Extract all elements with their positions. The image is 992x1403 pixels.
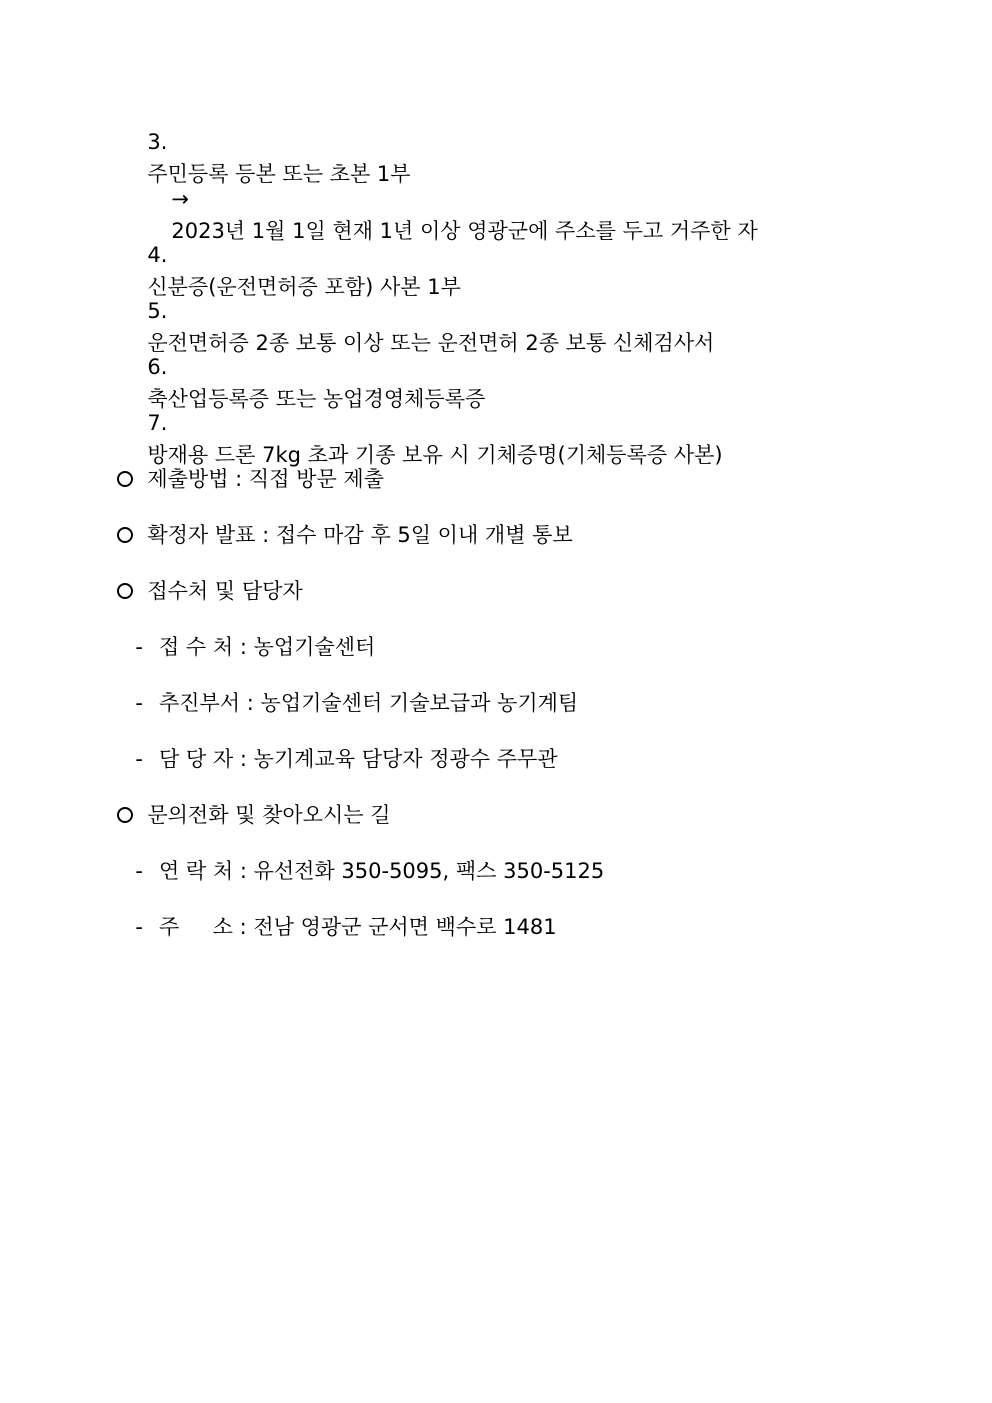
section-text: 접수처 및 담당자 (147, 579, 303, 603)
item-text: 주민등록 등본 또는 초본 1부 (147, 162, 411, 186)
section-announcement (104, 487, 573, 547)
detail-label: 담 당 자 (158, 747, 234, 771)
detail-reception (122, 599, 376, 659)
section-submission-method (104, 431, 384, 491)
item-text: 2023년 1월 1일 현재 1년 이상 영광군에 주소를 두고 거주한 자 (171, 219, 758, 243)
dash: - (135, 691, 143, 715)
item-text: 신분증(운전면허증 포함) 사본 1부 (147, 275, 461, 299)
item-text: 운전면허증 2종 보통 이상 또는 운전면허 2종 보통 신체검사서 (147, 331, 715, 355)
section-reception (104, 543, 303, 603)
detail-label: 추진부서 (158, 691, 241, 715)
section-text: 확정자 발표 : 접수 마감 후 5일 이내 개별 통보 (147, 523, 573, 547)
dash: - (135, 859, 143, 883)
section-contact (104, 767, 391, 827)
detail-label: 주 소 (158, 915, 233, 939)
detail-label: 연 락 처 (158, 859, 234, 883)
detail-value: : 농업기술센터 (239, 635, 376, 659)
doc-item-3-note (158, 151, 758, 243)
doc-item-5 (134, 263, 715, 355)
section-text: 제출방법 : 직접 방문 제출 (147, 467, 384, 491)
detail-address (122, 879, 557, 939)
item-number: 3. (147, 130, 168, 154)
detail-value: : 농업기술센터 기술보급과 농기계팀 (246, 691, 579, 715)
hollow-circle-icon (117, 807, 133, 823)
dash: - (135, 635, 143, 659)
item-number: 4. (147, 243, 168, 267)
detail-value: : 전남 영광군 군서면 백수로 1481 (239, 915, 557, 939)
doc-item-4 (134, 207, 461, 299)
hollow-circle-icon (117, 471, 133, 487)
doc-item-7 (134, 375, 723, 467)
doc-item-3 (134, 94, 411, 186)
item-text: 방재용 드론 7kg 초과 기종 보유 시 기체증명(기체등록증 사본) (147, 443, 723, 467)
detail-contact (122, 823, 605, 883)
dash: - (135, 747, 143, 771)
hollow-circle-icon (117, 583, 133, 599)
detail-label: 접 수 처 (158, 635, 234, 659)
hollow-circle-icon (117, 527, 133, 543)
detail-value: : 농기계교육 담당자 정광수 주무관 (239, 747, 558, 771)
item-number: 7. (147, 411, 168, 435)
detail-manager (122, 711, 558, 771)
right-arrow-icon: → (171, 187, 189, 211)
detail-value: : 유선전화 350-5095, 팩스 350-5125 (239, 859, 605, 883)
dash: - (135, 915, 143, 939)
item-number: 5. (147, 299, 168, 323)
detail-department (122, 655, 579, 715)
section-text: 문의전화 및 찾아오시는 길 (147, 803, 391, 827)
item-number: 6. (147, 355, 168, 379)
item-text: 축산업등록증 또는 농업경영체등록증 (147, 387, 486, 411)
